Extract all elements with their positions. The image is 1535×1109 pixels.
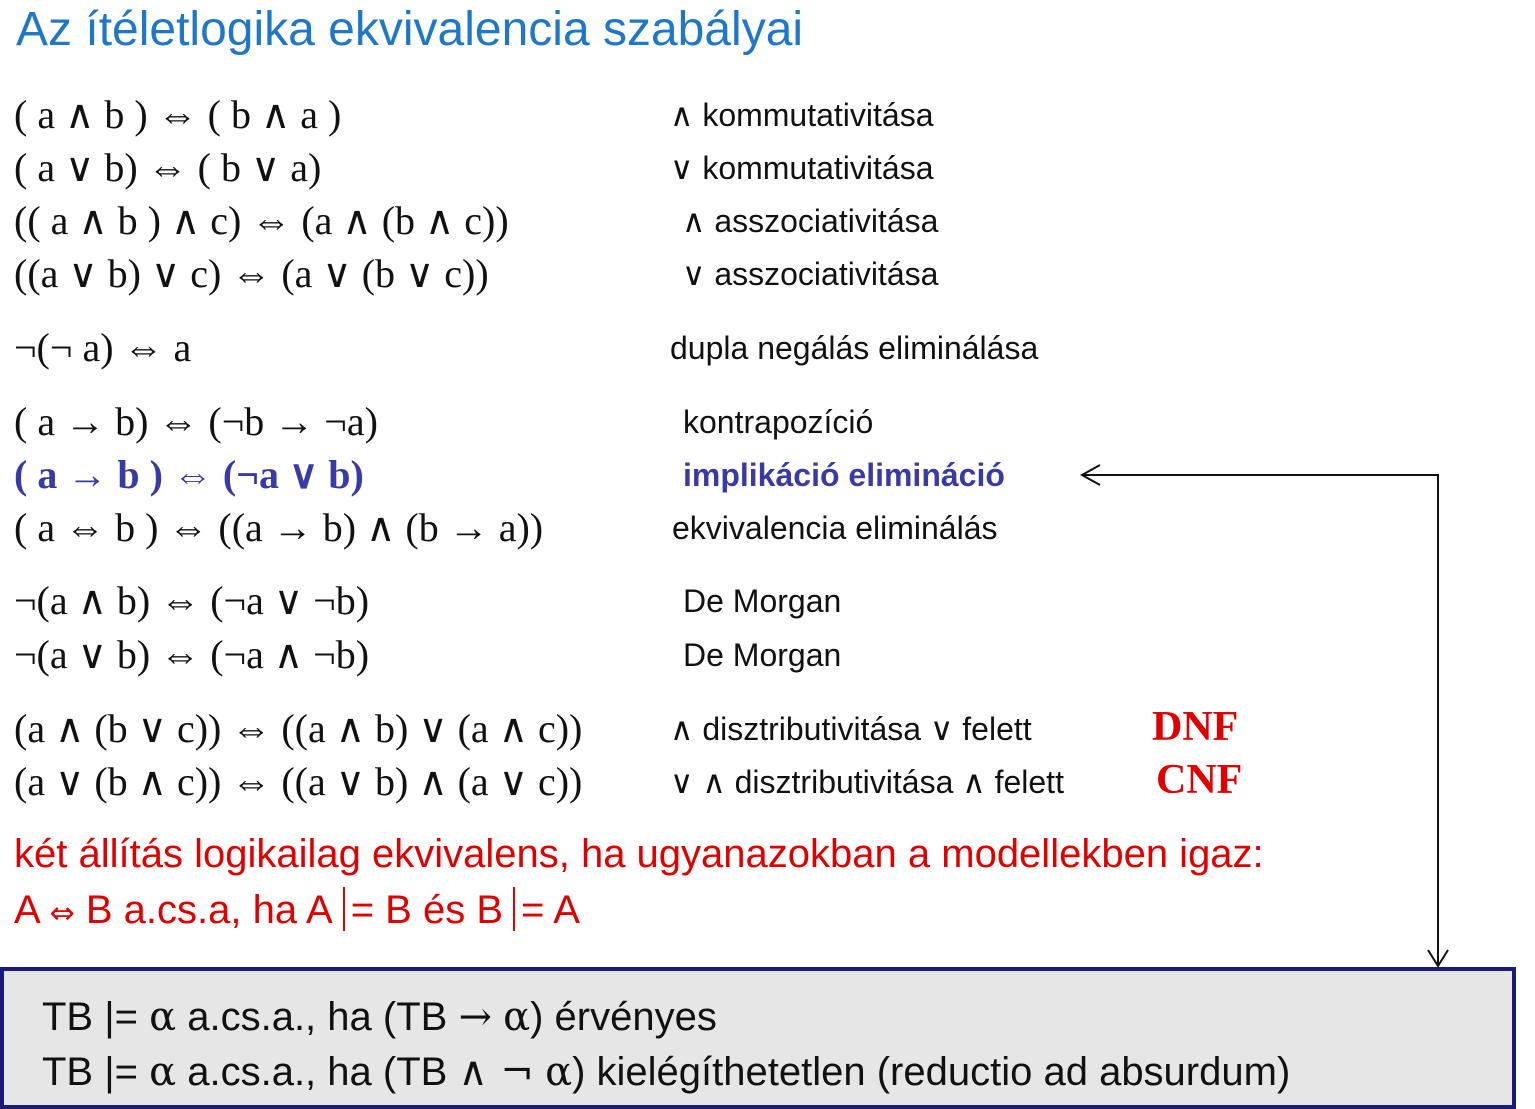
equivalence-definition: két állítás logikailag ekvivalens, ha ugyanazokban a modellekben igaz:	[14, 832, 1264, 876]
rule-formula: ¬(¬ a) ⇔ a	[14, 325, 192, 370]
box-text: a.cs.a., ha (TB	[176, 1050, 459, 1094]
alpha-symbol: α	[545, 1049, 573, 1095]
rule-formula: ((a ∨ b) ∨ c) ⇔ (a ∨ (b ∨ c))	[14, 251, 489, 296]
rule-formula: (a ∧ (b ∨ c)) ⇔ ((a ∧ b) ∨ (a ∧ c))	[14, 706, 583, 751]
rule-formula: (a ∨ (b ∧ c)) ⇔ ((a ∨ b) ∧ (a ∨ c))	[14, 759, 583, 804]
rule-description: ∨ kommutativitása	[670, 150, 934, 186]
rule-description-highlighted: implikáció elimináció	[683, 457, 1005, 493]
rule-description: ekvivalencia eliminálás	[672, 510, 998, 546]
alpha-symbol: α	[149, 1049, 177, 1095]
rule-description: ∨ ∧ disztributivitása ∧ felett	[670, 764, 1064, 800]
box-text: a.cs.a., ha (TB	[176, 995, 459, 1039]
rule-description: De Morgan	[683, 637, 842, 673]
rule-formula: ¬(a ∨ b) ⇔ (¬a ∧ ¬b)	[14, 632, 370, 677]
connector-line	[1082, 475, 1438, 966]
rule-description: ∧ kommutativitása	[670, 97, 934, 133]
def-c: = B és B	[350, 888, 504, 932]
alpha-symbol: α	[503, 994, 531, 1040]
def-d: = A	[521, 888, 580, 932]
box-text: ) érvényes	[530, 995, 717, 1039]
rule-formula: (( a ∧ b ) ∧ c) ⇔ (a ∧ (b ∧ c))	[14, 198, 509, 243]
rule-formula: ( a ∨ b) ⇔ ( b ∨ a)	[14, 145, 322, 190]
rule-description: ∧ disztributivitása ∨ felett	[670, 711, 1032, 747]
implication-symbol: →	[458, 994, 492, 1040]
alpha-symbol: α	[149, 994, 177, 1040]
rule-formula: ( a ∧ b ) ⇔ ( b ∧ a )	[14, 92, 342, 137]
cnf-tag: CNF	[1156, 757, 1243, 803]
rule-formula: ( a ⇔ b ) ⇔ ((a → b) ∧ (b → a))	[14, 505, 544, 550]
box-text: TB |=	[42, 995, 150, 1039]
rule-description: ∧ asszociativitása	[682, 203, 939, 239]
def-b: B a.cs.a, ha A	[85, 888, 333, 932]
rule-description: ∨ asszociativitása	[682, 256, 939, 292]
rule-formula-highlighted: ( a → b ) ⇔ (¬a ∨ b)	[14, 452, 364, 497]
and-not-symbols: ∧ ¬	[458, 1049, 534, 1095]
rule-description: dupla negálás eliminálása	[670, 330, 1039, 366]
def-a: A	[14, 888, 39, 932]
box-text: ) kielégíthetetlen (reductio ad absurdum)	[572, 1050, 1291, 1094]
page-title: Az ítéletlogika ekvivalencia szabályai	[16, 3, 804, 56]
rule-formula: ( a → b) ⇔ (¬b → ¬a)	[14, 399, 378, 444]
equivalence-symbol: ⇔	[49, 896, 75, 931]
rule-description: kontrapozíció	[683, 404, 874, 440]
box-text: TB |=	[42, 1050, 150, 1094]
rule-formula: ¬(a ∧ b) ⇔ (¬a ∨ ¬b)	[14, 578, 370, 623]
rule-description: De Morgan	[683, 583, 842, 619]
dnf-tag: DNF	[1152, 704, 1239, 750]
